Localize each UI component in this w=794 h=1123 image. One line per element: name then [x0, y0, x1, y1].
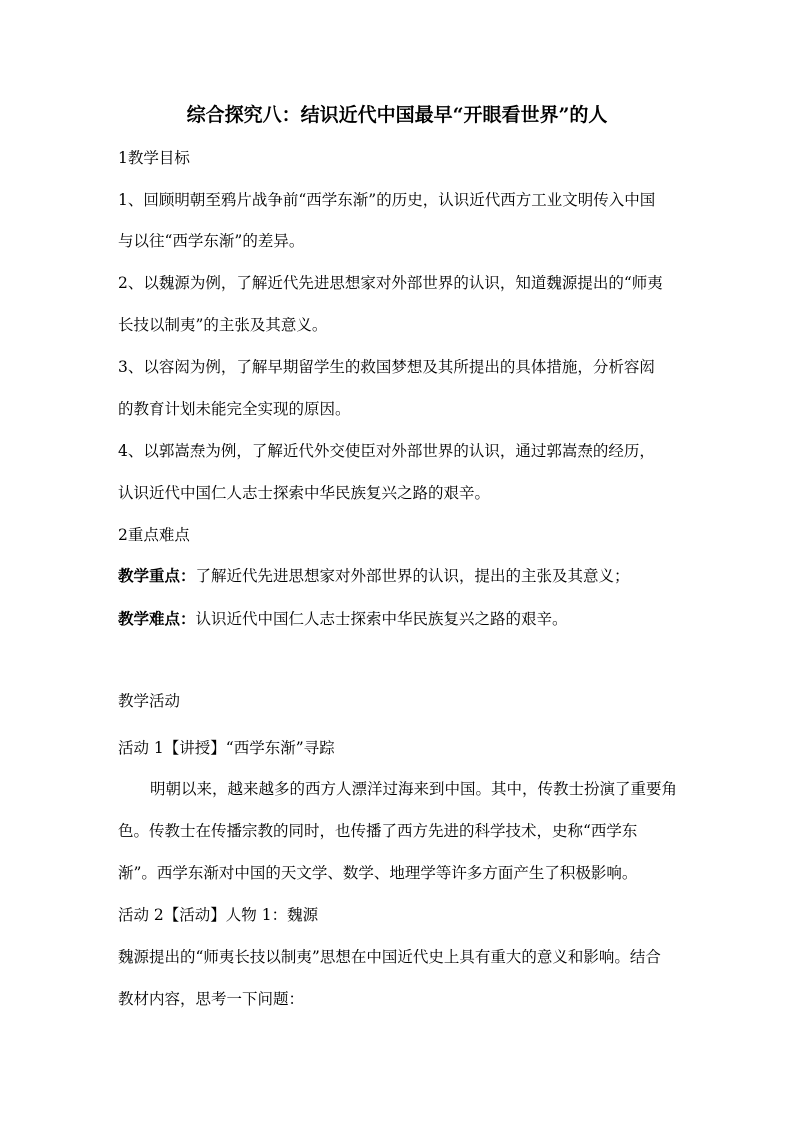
activity-1-line-2: 色。传教士在传播宗教的同时，也传播了西方先进的科学技术，史称“西学东: [118, 822, 638, 840]
objective-line-6: 的教育计划未能完全实现的原因。: [118, 400, 351, 418]
document-title: 综合探究八：结识近代中国最早“开眼看世界”的人: [186, 104, 608, 126]
activity-1-line-1: 明朝以来，越来越多的西方人漂洋过海来到中国。其中，传教士扮演了重要角: [150, 780, 678, 798]
section-heading-objectives: 1教学目标: [118, 149, 190, 167]
key-point-label: 教学重点：: [118, 566, 196, 585]
key-point-line: [118, 564, 630, 588]
objective-line-4: 长技以制夷”的主张及其意义。: [118, 316, 328, 334]
difficulty-line: [118, 607, 568, 631]
activity-2-line-2: 教材内容，思考一下问题：: [118, 990, 305, 1008]
objective-line-7: 4、以郭嵩焘为例，了解近代外交使臣对外部世界的认识，通过郭嵩焘的经历，: [118, 442, 655, 460]
objective-line-2: 与以往“西学东渐”的差异。: [118, 232, 305, 250]
key-point-text: 了解近代先进思想家对外部世界的认识，提出的主张及其意义；: [195, 567, 630, 585]
objective-line-1: 1、回顾明朝至鸦片战争前“西学东渐”的历史，认识近代西方工业文明传入中国: [118, 191, 656, 209]
section-heading-activities: 教学活动: [118, 692, 181, 710]
section-heading-key-points: 2重点难点: [118, 526, 190, 544]
difficulty-text: 认识近代中国仁人志士探索中华民族复兴之路的艰辛。: [195, 610, 568, 628]
activity-1-title: 活动 1【讲授】“西学东渐”寻踪: [118, 739, 335, 757]
objective-line-8: 认识近代中国仁人志士探索中华民族复兴之路的艰辛。: [118, 484, 491, 502]
objective-line-3: 2、以魏源为例，了解近代先进思想家对外部世界的认识，知道魏源提出的“师夷: [118, 274, 663, 292]
objective-line-5: 3、以容闳为例，了解早期留学生的救国梦想及其所提出的具体措施，分析容闳: [118, 358, 655, 376]
activity-2-title: 活动 2【活动】人物 1：魏源: [118, 906, 319, 924]
difficulty-label: 教学难点：: [118, 609, 196, 628]
activity-1-line-3: 渐”。西学东渐对中国的天文学、数学、地理学等许多方面产生了积极影响。: [118, 864, 638, 882]
activity-2-line-1: 魏源提出的“师夷长技以制夷”思想在中国近代史上具有重大的意义和影响。结合: [118, 948, 661, 966]
